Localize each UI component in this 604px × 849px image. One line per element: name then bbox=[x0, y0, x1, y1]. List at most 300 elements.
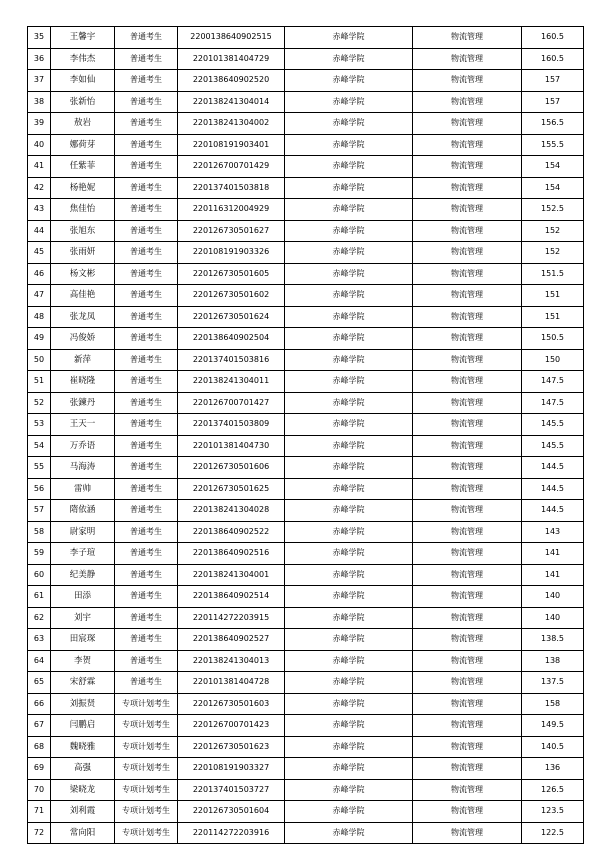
major-cell: 物流管理 bbox=[413, 414, 522, 436]
exam-number-cell: 220126730501604 bbox=[178, 801, 285, 823]
exam-number-cell: 220126730501624 bbox=[178, 306, 285, 328]
exam-number-cell: 220126730501602 bbox=[178, 285, 285, 307]
exam-number-cell: 220126730501603 bbox=[178, 693, 285, 715]
table-row bbox=[28, 801, 584, 823]
exam-number-cell: 220108191903326 bbox=[178, 242, 285, 264]
candidate-type-cell: 普通考生 bbox=[115, 586, 178, 608]
candidate-type-cell: 专项计划考生 bbox=[115, 736, 178, 758]
college-cell: 赤峰学院 bbox=[285, 220, 413, 242]
student-name-cell: 高强 bbox=[51, 758, 115, 780]
college-cell: 赤峰学院 bbox=[285, 478, 413, 500]
candidate-type-cell: 普通考生 bbox=[115, 242, 178, 264]
exam-number-cell: 220108191903401 bbox=[178, 134, 285, 156]
score-cell: 140.5 bbox=[522, 736, 584, 758]
row-number-cell: 60 bbox=[28, 564, 51, 586]
major-cell: 物流管理 bbox=[413, 242, 522, 264]
college-cell: 赤峰学院 bbox=[285, 70, 413, 92]
row-number-cell: 45 bbox=[28, 242, 51, 264]
row-number-cell: 61 bbox=[28, 586, 51, 608]
major-cell: 物流管理 bbox=[413, 629, 522, 651]
candidate-type-cell: 普通考生 bbox=[115, 414, 178, 436]
score-cell: 156.5 bbox=[522, 113, 584, 135]
row-number-cell: 71 bbox=[28, 801, 51, 823]
row-number-cell: 49 bbox=[28, 328, 51, 350]
score-cell: 144.5 bbox=[522, 457, 584, 479]
exam-number-cell: 220137401503809 bbox=[178, 414, 285, 436]
row-number-cell: 69 bbox=[28, 758, 51, 780]
major-cell: 物流管理 bbox=[413, 134, 522, 156]
exam-number-cell: 220126730501605 bbox=[178, 263, 285, 285]
table-row bbox=[28, 715, 584, 737]
student-name-cell: 李伟杰 bbox=[51, 48, 115, 70]
student-name-cell: 娜荷芽 bbox=[51, 134, 115, 156]
college-cell: 赤峰学院 bbox=[285, 392, 413, 414]
major-cell: 物流管理 bbox=[413, 48, 522, 70]
major-cell: 物流管理 bbox=[413, 586, 522, 608]
major-cell: 物流管理 bbox=[413, 220, 522, 242]
candidate-type-cell: 普通考生 bbox=[115, 70, 178, 92]
candidate-type-cell: 普通考生 bbox=[115, 91, 178, 113]
student-name-cell: 冯俊娇 bbox=[51, 328, 115, 350]
score-cell: 140 bbox=[522, 607, 584, 629]
major-cell: 物流管理 bbox=[413, 177, 522, 199]
score-cell: 138 bbox=[522, 650, 584, 672]
student-name-cell: 宋舒霖 bbox=[51, 672, 115, 694]
table-row bbox=[28, 371, 584, 393]
student-name-cell: 刘振贤 bbox=[51, 693, 115, 715]
candidate-type-cell: 普通考生 bbox=[115, 306, 178, 328]
row-number-cell: 39 bbox=[28, 113, 51, 135]
college-cell: 赤峰学院 bbox=[285, 822, 413, 844]
student-name-cell: 高佳艳 bbox=[51, 285, 115, 307]
exam-number-cell: 220126700701423 bbox=[178, 715, 285, 737]
major-cell: 物流管理 bbox=[413, 543, 522, 565]
exam-number-cell: 220138241304013 bbox=[178, 650, 285, 672]
student-name-cell: 李子瑄 bbox=[51, 543, 115, 565]
student-name-cell: 马海涛 bbox=[51, 457, 115, 479]
candidate-type-cell: 普通考生 bbox=[115, 672, 178, 694]
score-cell: 155.5 bbox=[522, 134, 584, 156]
college-cell: 赤峰学院 bbox=[285, 543, 413, 565]
row-number-cell: 57 bbox=[28, 500, 51, 522]
candidate-type-cell: 普通考生 bbox=[115, 521, 178, 543]
student-name-cell: 雷帅 bbox=[51, 478, 115, 500]
exam-number-cell: 220126730501623 bbox=[178, 736, 285, 758]
exam-number-cell: 220126730501627 bbox=[178, 220, 285, 242]
candidate-type-cell: 普通考生 bbox=[115, 371, 178, 393]
major-cell: 物流管理 bbox=[413, 349, 522, 371]
row-number-cell: 53 bbox=[28, 414, 51, 436]
major-cell: 物流管理 bbox=[413, 435, 522, 457]
student-name-cell: 刘利霞 bbox=[51, 801, 115, 823]
table-row bbox=[28, 457, 584, 479]
table-row bbox=[28, 629, 584, 651]
row-number-cell: 55 bbox=[28, 457, 51, 479]
candidate-type-cell: 普通考生 bbox=[115, 328, 178, 350]
student-name-cell: 梁晓龙 bbox=[51, 779, 115, 801]
candidate-type-cell: 普通考生 bbox=[115, 349, 178, 371]
college-cell: 赤峰学院 bbox=[285, 521, 413, 543]
college-cell: 赤峰学院 bbox=[285, 758, 413, 780]
score-cell: 138.5 bbox=[522, 629, 584, 651]
student-name-cell: 闫鹏启 bbox=[51, 715, 115, 737]
major-cell: 物流管理 bbox=[413, 758, 522, 780]
major-cell: 物流管理 bbox=[413, 285, 522, 307]
college-cell: 赤峰学院 bbox=[285, 564, 413, 586]
college-cell: 赤峰学院 bbox=[285, 156, 413, 178]
candidate-type-cell: 专项计划考生 bbox=[115, 779, 178, 801]
row-number-cell: 68 bbox=[28, 736, 51, 758]
student-name-cell: 王天一 bbox=[51, 414, 115, 436]
score-cell: 123.5 bbox=[522, 801, 584, 823]
college-cell: 赤峰学院 bbox=[285, 113, 413, 135]
student-name-cell: 田添 bbox=[51, 586, 115, 608]
score-cell: 160.5 bbox=[522, 27, 584, 49]
score-cell: 145.5 bbox=[522, 414, 584, 436]
student-name-cell: 张新怡 bbox=[51, 91, 115, 113]
table-row bbox=[28, 693, 584, 715]
candidate-type-cell: 普通考生 bbox=[115, 134, 178, 156]
score-cell: 144.5 bbox=[522, 500, 584, 522]
college-cell: 赤峰学院 bbox=[285, 328, 413, 350]
table-row bbox=[28, 349, 584, 371]
major-cell: 物流管理 bbox=[413, 457, 522, 479]
candidate-type-cell: 普通考生 bbox=[115, 478, 178, 500]
score-cell: 151 bbox=[522, 306, 584, 328]
table-body bbox=[28, 27, 584, 844]
candidate-type-cell: 普通考生 bbox=[115, 156, 178, 178]
candidate-type-cell: 普通考生 bbox=[115, 113, 178, 135]
exam-number-cell: 220137401503816 bbox=[178, 349, 285, 371]
student-name-cell: 张鍊丹 bbox=[51, 392, 115, 414]
student-name-cell: 隋依涵 bbox=[51, 500, 115, 522]
row-number-cell: 72 bbox=[28, 822, 51, 844]
score-cell: 147.5 bbox=[522, 392, 584, 414]
table-row bbox=[28, 822, 584, 844]
college-cell: 赤峰学院 bbox=[285, 371, 413, 393]
college-cell: 赤峰学院 bbox=[285, 779, 413, 801]
college-cell: 赤峰学院 bbox=[285, 48, 413, 70]
row-number-cell: 46 bbox=[28, 263, 51, 285]
candidate-type-cell: 普通考生 bbox=[115, 607, 178, 629]
candidate-type-cell: 普通考生 bbox=[115, 435, 178, 457]
table-row bbox=[28, 435, 584, 457]
major-cell: 物流管理 bbox=[413, 156, 522, 178]
row-number-cell: 43 bbox=[28, 199, 51, 221]
table-row bbox=[28, 91, 584, 113]
table-row bbox=[28, 263, 584, 285]
major-cell: 物流管理 bbox=[413, 328, 522, 350]
row-number-cell: 63 bbox=[28, 629, 51, 651]
student-name-cell: 常向阳 bbox=[51, 822, 115, 844]
college-cell: 赤峰学院 bbox=[285, 693, 413, 715]
candidate-type-cell: 专项计划考生 bbox=[115, 758, 178, 780]
major-cell: 物流管理 bbox=[413, 693, 522, 715]
major-cell: 物流管理 bbox=[413, 500, 522, 522]
table-row bbox=[28, 543, 584, 565]
row-number-cell: 40 bbox=[28, 134, 51, 156]
major-cell: 物流管理 bbox=[413, 392, 522, 414]
major-cell: 物流管理 bbox=[413, 263, 522, 285]
row-number-cell: 59 bbox=[28, 543, 51, 565]
exam-number-cell: 220138640902516 bbox=[178, 543, 285, 565]
college-cell: 赤峰学院 bbox=[285, 801, 413, 823]
admission-table bbox=[27, 26, 584, 844]
exam-number-cell: 220101381404729 bbox=[178, 48, 285, 70]
table-row bbox=[28, 134, 584, 156]
row-number-cell: 41 bbox=[28, 156, 51, 178]
major-cell: 物流管理 bbox=[413, 715, 522, 737]
table-row bbox=[28, 758, 584, 780]
student-name-cell: 魏晓雅 bbox=[51, 736, 115, 758]
score-cell: 151.5 bbox=[522, 263, 584, 285]
table-row bbox=[28, 672, 584, 694]
score-cell: 141 bbox=[522, 564, 584, 586]
row-number-cell: 67 bbox=[28, 715, 51, 737]
exam-number-cell: 220138241304011 bbox=[178, 371, 285, 393]
exam-number-cell: 220101381404728 bbox=[178, 672, 285, 694]
score-cell: 160.5 bbox=[522, 48, 584, 70]
college-cell: 赤峰学院 bbox=[285, 629, 413, 651]
score-cell: 157 bbox=[522, 91, 584, 113]
row-number-cell: 51 bbox=[28, 371, 51, 393]
college-cell: 赤峰学院 bbox=[285, 736, 413, 758]
exam-number-cell: 220138241304001 bbox=[178, 564, 285, 586]
candidate-type-cell: 专项计划考生 bbox=[115, 693, 178, 715]
table-row bbox=[28, 736, 584, 758]
student-name-cell: 杨艳妮 bbox=[51, 177, 115, 199]
college-cell: 赤峰学院 bbox=[285, 650, 413, 672]
student-name-cell: 新萍 bbox=[51, 349, 115, 371]
row-number-cell: 66 bbox=[28, 693, 51, 715]
student-name-cell: 尉家明 bbox=[51, 521, 115, 543]
candidate-type-cell: 普通考生 bbox=[115, 220, 178, 242]
row-number-cell: 35 bbox=[28, 27, 51, 49]
score-cell: 143 bbox=[522, 521, 584, 543]
college-cell: 赤峰学院 bbox=[285, 715, 413, 737]
score-cell: 140 bbox=[522, 586, 584, 608]
row-number-cell: 48 bbox=[28, 306, 51, 328]
exam-number-cell: 220138640902522 bbox=[178, 521, 285, 543]
score-cell: 152 bbox=[522, 242, 584, 264]
college-cell: 赤峰学院 bbox=[285, 500, 413, 522]
table-row bbox=[28, 242, 584, 264]
score-cell: 154 bbox=[522, 156, 584, 178]
exam-number-cell: 220138241304028 bbox=[178, 500, 285, 522]
exam-number-cell: 220114272203915 bbox=[178, 607, 285, 629]
major-cell: 物流管理 bbox=[413, 521, 522, 543]
major-cell: 物流管理 bbox=[413, 607, 522, 629]
row-number-cell: 42 bbox=[28, 177, 51, 199]
table-row bbox=[28, 392, 584, 414]
row-number-cell: 64 bbox=[28, 650, 51, 672]
college-cell: 赤峰学院 bbox=[285, 263, 413, 285]
table-row bbox=[28, 414, 584, 436]
candidate-type-cell: 普通考生 bbox=[115, 199, 178, 221]
table-row bbox=[28, 156, 584, 178]
candidate-type-cell: 专项计划考生 bbox=[115, 822, 178, 844]
score-cell: 144.5 bbox=[522, 478, 584, 500]
row-number-cell: 54 bbox=[28, 435, 51, 457]
student-name-cell: 敖岩 bbox=[51, 113, 115, 135]
candidate-type-cell: 普通考生 bbox=[115, 263, 178, 285]
exam-number-cell: 220138640902520 bbox=[178, 70, 285, 92]
college-cell: 赤峰学院 bbox=[285, 27, 413, 49]
major-cell: 物流管理 bbox=[413, 113, 522, 135]
major-cell: 物流管理 bbox=[413, 822, 522, 844]
candidate-type-cell: 普通考生 bbox=[115, 177, 178, 199]
table-row bbox=[28, 306, 584, 328]
student-name-cell: 李如仙 bbox=[51, 70, 115, 92]
major-cell: 物流管理 bbox=[413, 91, 522, 113]
student-name-cell: 张龙凤 bbox=[51, 306, 115, 328]
student-name-cell: 刘宇 bbox=[51, 607, 115, 629]
table-row bbox=[28, 564, 584, 586]
exam-number-cell: 220108191903327 bbox=[178, 758, 285, 780]
college-cell: 赤峰学院 bbox=[285, 199, 413, 221]
student-name-cell: 崔晓隆 bbox=[51, 371, 115, 393]
major-cell: 物流管理 bbox=[413, 306, 522, 328]
exam-number-cell: 220126730501606 bbox=[178, 457, 285, 479]
row-number-cell: 47 bbox=[28, 285, 51, 307]
row-number-cell: 44 bbox=[28, 220, 51, 242]
exam-number-cell: 220138241304002 bbox=[178, 113, 285, 135]
student-name-cell: 张旭东 bbox=[51, 220, 115, 242]
row-number-cell: 70 bbox=[28, 779, 51, 801]
table-row bbox=[28, 177, 584, 199]
table-row bbox=[28, 328, 584, 350]
score-cell: 137.5 bbox=[522, 672, 584, 694]
candidate-type-cell: 普通考生 bbox=[115, 392, 178, 414]
exam-number-cell: 220137401503818 bbox=[178, 177, 285, 199]
major-cell: 物流管理 bbox=[413, 371, 522, 393]
candidate-type-cell: 普通考生 bbox=[115, 629, 178, 651]
college-cell: 赤峰学院 bbox=[285, 177, 413, 199]
exam-number-cell: 220126700701429 bbox=[178, 156, 285, 178]
student-name-cell: 张雨妍 bbox=[51, 242, 115, 264]
exam-number-cell: 220101381404730 bbox=[178, 435, 285, 457]
exam-number-cell: 220138640902527 bbox=[178, 629, 285, 651]
row-number-cell: 36 bbox=[28, 48, 51, 70]
candidate-type-cell: 专项计划考生 bbox=[115, 715, 178, 737]
candidate-type-cell: 专项计划考生 bbox=[115, 801, 178, 823]
score-cell: 152 bbox=[522, 220, 584, 242]
exam-number-cell: 220126730501625 bbox=[178, 478, 285, 500]
exam-number-cell: 220116312004929 bbox=[178, 199, 285, 221]
exam-number-cell: 220138640902514 bbox=[178, 586, 285, 608]
major-cell: 物流管理 bbox=[413, 478, 522, 500]
table-row bbox=[28, 199, 584, 221]
exam-number-cell: 220138241304014 bbox=[178, 91, 285, 113]
major-cell: 物流管理 bbox=[413, 736, 522, 758]
college-cell: 赤峰学院 bbox=[285, 607, 413, 629]
table-row bbox=[28, 779, 584, 801]
college-cell: 赤峰学院 bbox=[285, 306, 413, 328]
student-name-cell: 纪美静 bbox=[51, 564, 115, 586]
table-row bbox=[28, 285, 584, 307]
admission-list-sheet bbox=[27, 26, 584, 844]
college-cell: 赤峰学院 bbox=[285, 349, 413, 371]
college-cell: 赤峰学院 bbox=[285, 134, 413, 156]
student-name-cell: 杨文彬 bbox=[51, 263, 115, 285]
table-row bbox=[28, 27, 584, 49]
score-cell: 152.5 bbox=[522, 199, 584, 221]
student-name-cell: 李贺 bbox=[51, 650, 115, 672]
score-cell: 147.5 bbox=[522, 371, 584, 393]
table-row bbox=[28, 220, 584, 242]
row-number-cell: 62 bbox=[28, 607, 51, 629]
score-cell: 136 bbox=[522, 758, 584, 780]
table-row bbox=[28, 113, 584, 135]
score-cell: 154 bbox=[522, 177, 584, 199]
candidate-type-cell: 普通考生 bbox=[115, 500, 178, 522]
row-number-cell: 56 bbox=[28, 478, 51, 500]
row-number-cell: 52 bbox=[28, 392, 51, 414]
college-cell: 赤峰学院 bbox=[285, 672, 413, 694]
score-cell: 150.5 bbox=[522, 328, 584, 350]
candidate-type-cell: 普通考生 bbox=[115, 650, 178, 672]
table-row bbox=[28, 521, 584, 543]
college-cell: 赤峰学院 bbox=[285, 285, 413, 307]
student-name-cell: 万乔语 bbox=[51, 435, 115, 457]
table-row bbox=[28, 478, 584, 500]
candidate-type-cell: 普通考生 bbox=[115, 457, 178, 479]
college-cell: 赤峰学院 bbox=[285, 457, 413, 479]
major-cell: 物流管理 bbox=[413, 564, 522, 586]
table-row bbox=[28, 586, 584, 608]
major-cell: 物流管理 bbox=[413, 650, 522, 672]
exam-number-cell: 220114272203916 bbox=[178, 822, 285, 844]
college-cell: 赤峰学院 bbox=[285, 242, 413, 264]
row-number-cell: 50 bbox=[28, 349, 51, 371]
table-row bbox=[28, 70, 584, 92]
table-row bbox=[28, 607, 584, 629]
student-name-cell: 田宸琛 bbox=[51, 629, 115, 651]
exam-number-cell: 220138640902504 bbox=[178, 328, 285, 350]
major-cell: 物流管理 bbox=[413, 779, 522, 801]
row-number-cell: 65 bbox=[28, 672, 51, 694]
candidate-type-cell: 普通考生 bbox=[115, 285, 178, 307]
table-row bbox=[28, 48, 584, 70]
major-cell: 物流管理 bbox=[413, 672, 522, 694]
major-cell: 物流管理 bbox=[413, 70, 522, 92]
college-cell: 赤峰学院 bbox=[285, 435, 413, 457]
college-cell: 赤峰学院 bbox=[285, 586, 413, 608]
row-number-cell: 37 bbox=[28, 70, 51, 92]
candidate-type-cell: 普通考生 bbox=[115, 48, 178, 70]
row-number-cell: 58 bbox=[28, 521, 51, 543]
score-cell: 149.5 bbox=[522, 715, 584, 737]
major-cell: 物流管理 bbox=[413, 199, 522, 221]
score-cell: 157 bbox=[522, 70, 584, 92]
score-cell: 126.5 bbox=[522, 779, 584, 801]
exam-number-cell: 220126700701427 bbox=[178, 392, 285, 414]
score-cell: 141 bbox=[522, 543, 584, 565]
major-cell: 物流管理 bbox=[413, 27, 522, 49]
college-cell: 赤峰学院 bbox=[285, 91, 413, 113]
candidate-type-cell: 普通考生 bbox=[115, 543, 178, 565]
exam-number-cell: 2200138640902515 bbox=[178, 27, 285, 49]
score-cell: 150 bbox=[522, 349, 584, 371]
table-row bbox=[28, 650, 584, 672]
exam-number-cell: 220137401503727 bbox=[178, 779, 285, 801]
table-row bbox=[28, 500, 584, 522]
candidate-type-cell: 普通考生 bbox=[115, 27, 178, 49]
candidate-type-cell: 普通考生 bbox=[115, 564, 178, 586]
score-cell: 145.5 bbox=[522, 435, 584, 457]
student-name-cell: 任紫菲 bbox=[51, 156, 115, 178]
student-name-cell: 王馨宇 bbox=[51, 27, 115, 49]
